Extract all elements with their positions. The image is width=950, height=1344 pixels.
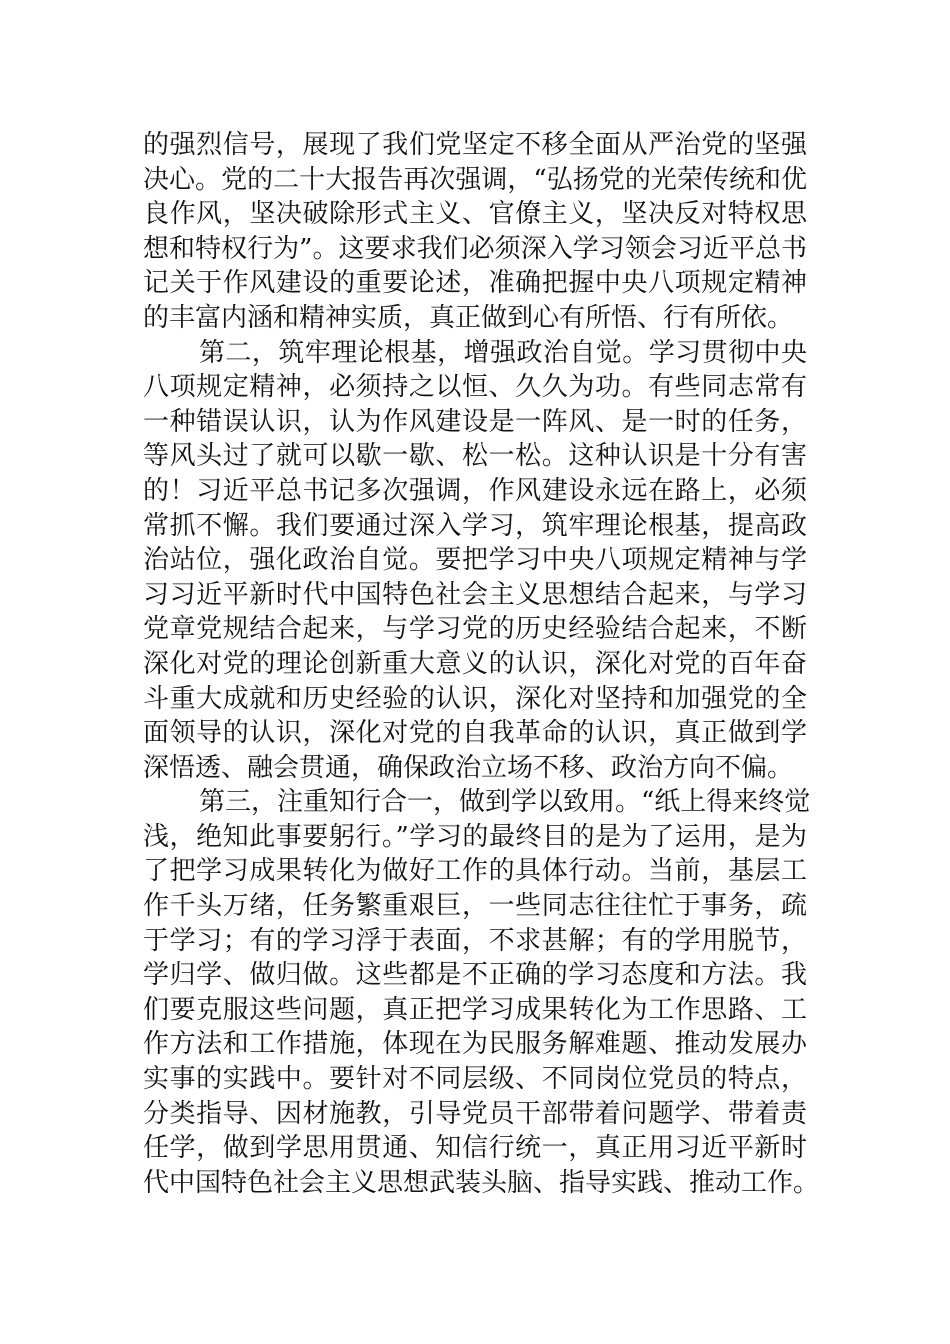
paragraph-3 bbox=[143, 785, 820, 1200]
document-body bbox=[143, 128, 820, 1200]
text-line: 常抓不懈。我们要通过深入学习，筑牢理论根基，提高政 bbox=[143, 510, 807, 541]
text-line: 代中国特色社会主义思想武装头脑、指导实践、推动工作。 bbox=[143, 1167, 820, 1198]
text-line: 于学习；有的学习浮于表面，不求甚解；有的学用脱节， bbox=[143, 925, 807, 956]
text-line: 第二，筑牢理论根基，增强政治自觉。学习贯彻中央 bbox=[199, 337, 807, 368]
text-line: 八项规定精神，必须持之以恒、久久为功。有些同志常有 bbox=[143, 372, 807, 403]
text-line: 的强烈信号，展现了我们党坚定不移全面从严治党的坚强 bbox=[143, 130, 807, 160]
text-line: 作方法和工作措施，体现在为民服务解难题、推动发展办 bbox=[143, 1029, 807, 1060]
text-line: 的！习近平总书记多次强调，作风建设永远在路上，必须 bbox=[143, 475, 807, 506]
text-line: 学归学、做归做。这些都是不正确的学习态度和方法。我 bbox=[143, 960, 807, 991]
text-line: 的丰富内涵和精神实质，真正做到心有所悟、行有所依。 bbox=[143, 302, 794, 333]
text-line: 良作风，坚决破除形式主义、官僚主义，坚决反对特权思 bbox=[143, 199, 807, 230]
text-line: 分类指导、因材施教，引导党员干部带着问题学、带着责 bbox=[143, 1098, 807, 1129]
text-line: 实事的实践中。要针对不同层级、不同岗位党员的特点， bbox=[143, 1064, 807, 1095]
paragraph-1 bbox=[143, 128, 807, 336]
text-line: 想和特权行为”。这要求我们必须深入学习领会习近平总书 bbox=[143, 233, 807, 264]
text-line: 作千头万绪，任务繁重艰巨，一些同志往往忙于事务，疏 bbox=[143, 891, 807, 922]
text-line: 斗重大成就和历史经验的认识，深化对坚持和加强党的全 bbox=[143, 683, 807, 714]
text-line: 治站位，强化政治自觉。要把学习中央八项规定精神与学 bbox=[143, 545, 807, 576]
text-line: 一种错误认识，认为作风建设是一阵风、是一时的任务， bbox=[143, 406, 807, 437]
text-line: 了把学习成果转化为做好工作的具体行动。当前，基层工 bbox=[143, 856, 807, 887]
text-line: 第三，注重知行合一，做到学以致用。“纸上得来终觉 bbox=[199, 787, 811, 818]
text-line: 记关于作风建设的重要论述，准确把握中央八项规定精神 bbox=[143, 268, 807, 299]
text-line: 习习近平新时代中国特色社会主义思想结合起来，与学习 bbox=[143, 579, 807, 610]
text-line: 等风头过了就可以歇一歇、松一松。这种认识是十分有害 bbox=[143, 441, 807, 472]
text-line: 面领导的认识，深化对党的自我革命的认识，真正做到学 bbox=[143, 718, 807, 749]
text-line: 党章党规结合起来，与学习党的历史经验结合起来，不断 bbox=[143, 614, 807, 645]
text-line: 浅，绝知此事要躬行。”学习的最终目的是为了运用，是为 bbox=[143, 821, 807, 852]
paragraph-2 bbox=[143, 336, 807, 786]
text-line: 决心。党的二十大报告再次强调，“弘扬党的光荣传统和优 bbox=[143, 164, 807, 195]
text-line: 深化对党的理论创新重大意义的认识，深化对党的百年奋 bbox=[143, 648, 807, 679]
text-line: 任学，做到学思用贯通、知信行统一，真正用习近平新时 bbox=[143, 1133, 807, 1164]
text-line: 们要克服这些问题，真正把学习成果转化为工作思路、工 bbox=[143, 994, 807, 1025]
text-line: 深悟透、融会贯通，确保政治立场不移、政治方向不偏。 bbox=[143, 752, 794, 783]
